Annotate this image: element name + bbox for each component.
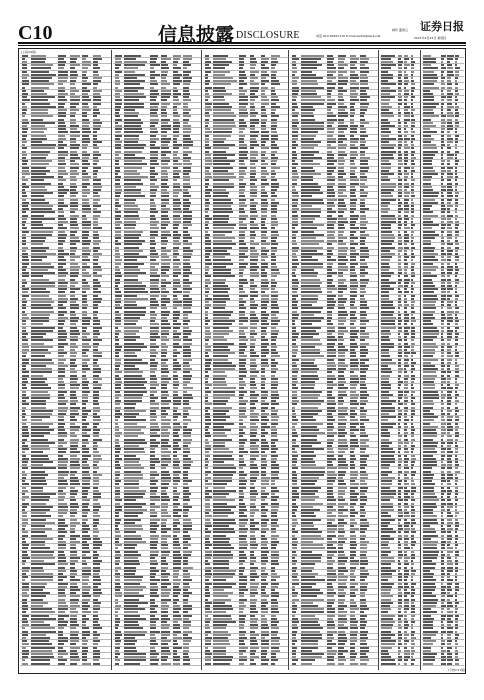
section-title: 信息披露 (158, 20, 234, 47)
page-number: C10 (18, 22, 52, 45)
disclosure-column (113, 54, 201, 666)
table-row (20, 662, 111, 665)
column-divider (288, 50, 289, 670)
section-subtitle: DISCLOSURE (236, 30, 300, 41)
column-divider (378, 50, 379, 670)
header-rule (18, 42, 466, 44)
editor-line: 制作 董春云 (392, 28, 408, 32)
header-rule-thin (18, 45, 466, 46)
column-divider (201, 50, 202, 670)
disclosure-column (20, 54, 111, 666)
date-line: 2021年2月25日 星期四 (414, 36, 446, 40)
column-divider (420, 50, 421, 670)
continued-to-label: (下转C11版) (448, 668, 465, 672)
newspaper-logo: 证券日报 (420, 18, 464, 34)
column-divider (111, 50, 112, 670)
continued-from-label: (上接C9版) (21, 50, 36, 54)
contact-line: 电话:010-83251716 E-mail:zqrb9@zqrb.net (316, 34, 380, 38)
